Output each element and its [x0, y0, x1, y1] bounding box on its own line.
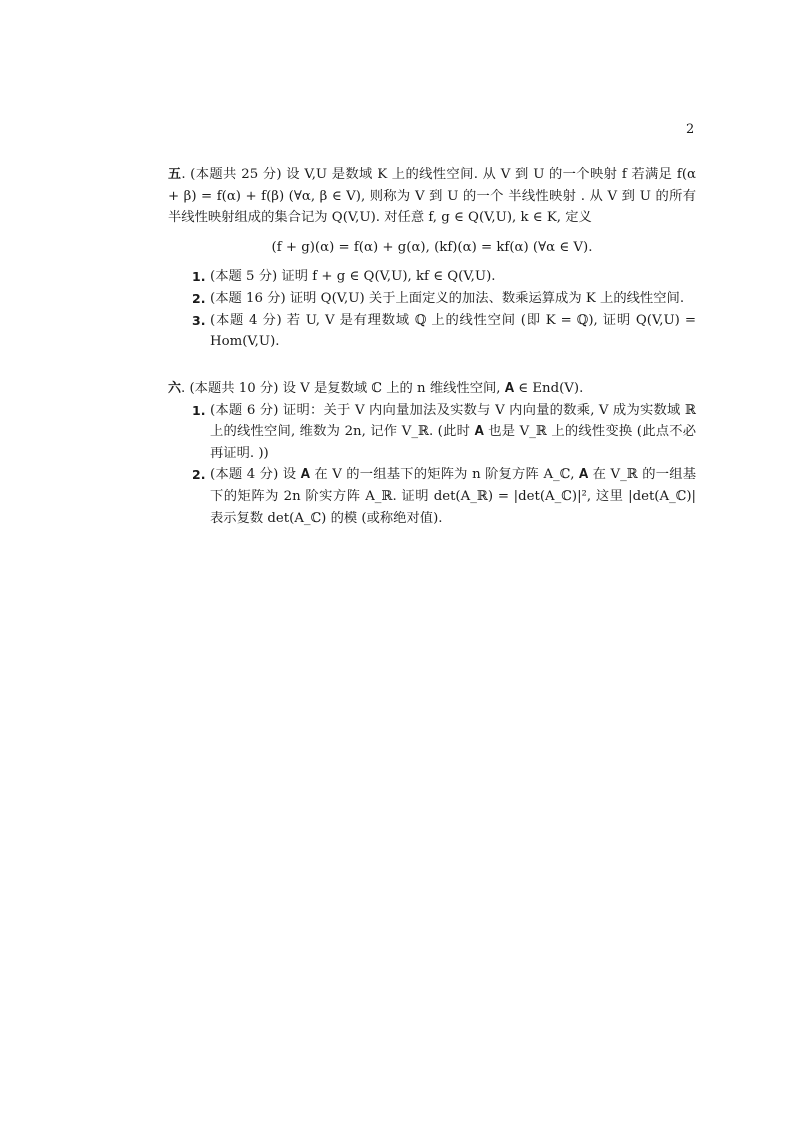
subitem-number: 1.	[192, 269, 206, 285]
subitem	[168, 288, 696, 310]
problem-6	[168, 378, 696, 529]
subitem	[168, 464, 696, 529]
problem-6-intro-text: . (本题共 10 分) 设 V 是复数域 ℂ 上的 n 维线性空间, 𝐀 ∈ End(V).	[181, 381, 584, 396]
problem-5-intro-text: . (本题共 25 分) 设 V,U 是数域 K 上的线性空间. 从 V 到 U 的一个映射 f 若满足 f(α + β) = f(α) + f(β) (∀α, β ∈ V), 则称为 V 到 U 的一个 半线性映射 . 从 V 到 U 的所有半线性映射组成的集合记为 Q(V,U). 对任意 f, g ∈ Q(V,U), k ∈ K, 定义	[168, 167, 696, 226]
problem-5	[168, 164, 696, 353]
subitem-text: (本题 6 分) 证明：关于 V 内向量加法及实数与 V 内向量的数乘, V 成为实数域 ℝ 上的线性空间, 维数为 2n, 记作 V_ℝ. (此时 𝐀 也是 V_ℝ 上的线性变换 (此点不必再证明. ))	[210, 402, 696, 461]
problem-6-intro	[168, 378, 696, 400]
subitem-number: 2.	[192, 290, 206, 306]
subitem	[168, 266, 696, 288]
problem-5-intro	[168, 164, 696, 229]
subitem-text: (本题 16 分) 证明 Q(V,U) 关于上面定义的加法、数乘运算成为 K 上的线性空间.	[210, 290, 685, 306]
definition-equation: (f + g)(α) = f(α) + g(α), (kf)(α) = kf(α) (∀α ∈ V).	[271, 239, 593, 255]
subitem-number: 1.	[192, 402, 206, 418]
subitem-number: 3.	[192, 312, 206, 328]
subitem	[168, 310, 696, 353]
problem-5-label: 五	[168, 167, 182, 182]
subitem-text: (本题 4 分) 若 U, V 是有理数域 ℚ 上的线性空间 (即 K = ℚ), 证明 Q(V,U) = Hom(V,U).	[210, 312, 696, 350]
problem-6-subitems	[168, 400, 696, 530]
subitem-text: (本题 5 分) 证明 f + g ∈ Q(V,U), kf ∈ Q(V,U).	[210, 269, 496, 285]
problem-5-subitems	[168, 266, 696, 352]
problem-6-label: 六	[168, 381, 182, 396]
subitem	[168, 400, 696, 465]
subitem-text: (本题 4 分) 设 𝐀 在 V 的一组基下的矩阵为 n 阶复方阵 A_ℂ, 𝐀 在 V_ℝ 的一组基下的矩阵为 2n 阶实方阵 A_ℝ. 证明 det(A_ℝ) = |det(A_ℂ)|², 这里 |det(A_ℂ)| 表示复数 det(A_ℂ) 的模 (或称绝对值).	[210, 467, 696, 526]
subitem-number: 2.	[192, 467, 206, 483]
page-number: 2	[686, 122, 695, 137]
